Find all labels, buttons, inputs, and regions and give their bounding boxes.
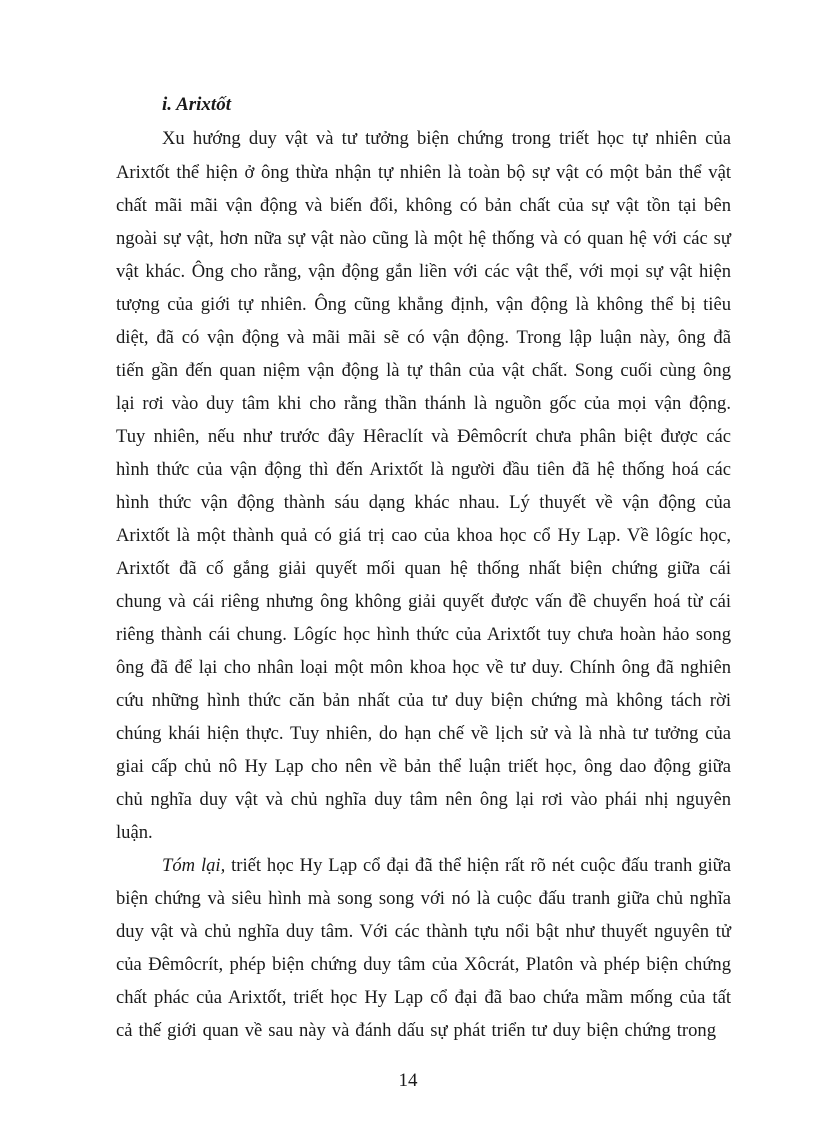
paragraph-line: của Đêmôcrít, phép biện chứng duy tâm của Xôcrát, Platôn và phép biện chứng xyxy=(116,954,731,975)
paragraph-line: hình thức của vận động thì đến Arixtốt là người đầu tiên đã hệ thống hoá các xyxy=(116,459,731,480)
paragraph-line: chúng khái hiện thực. Tuy nhiên, do hạn chế về lịch sử và là nhà tư tưởng của xyxy=(116,723,731,744)
paragraph-line: lại rơi vào duy tâm khi cho rằng thần thánh là nguồn gốc của mọi vận động. xyxy=(116,393,731,414)
paragraph-line: chất mãi mãi vận động và biến đổi, không có bản chất của sự vật tồn tại bên xyxy=(116,195,731,216)
paragraph-line: riêng thành cái chung. Lôgíc học hình thức của Arixtốt tuy chưa hoàn hảo song xyxy=(116,624,731,645)
paragraph-line: biện chứng và siêu hình mà song song với nó là cuộc đấu tranh giữa chủ nghĩa xyxy=(116,888,731,909)
section-heading: i. Arixtốt xyxy=(162,94,231,115)
paragraph-line: diệt, đã có vận động và mãi mãi sẽ có vận động. Trong lập luận này, ông đã xyxy=(116,327,731,348)
paragraph-line: luận. xyxy=(116,822,153,843)
paragraph-line: chủ nghĩa duy vật và chủ nghĩa duy tâm nên ông lại rơi vào phái nhị nguyên xyxy=(116,789,731,810)
paragraph-line: Arixtốt là một thành quả có giá trị cao của khoa học cổ Hy Lạp. Về lôgíc học, xyxy=(116,525,731,546)
paragraph-line: vật khác. Ông cho rằng, vận động gắn liền với các vật thể, với mọi sự vật hiện xyxy=(116,261,731,282)
paragraph-line: Tuy nhiên, nếu như trước đây Hêraclít và Đêmôcrít chưa phân biệt được các xyxy=(116,426,731,447)
page-number: 14 xyxy=(398,1070,418,1091)
paragraph-line xyxy=(162,853,731,879)
paragraph-line: tượng của giới tự nhiên. Ông cũng khẳng định, vận động là không thể bị tiêu xyxy=(116,294,731,315)
paragraph-line: giai cấp chủ nô Hy Lạp cho nên về bản thể luận triết học, ông dao động giữa xyxy=(116,756,731,777)
paragraph-line: Xu hướng duy vật và tư tưởng biện chứng trong triết học tự nhiên của xyxy=(162,128,731,149)
line-text: triết học Hy Lạp cổ đại đã thể hiện rất rõ nét cuộc đấu tranh giữa xyxy=(225,855,731,876)
paragraph-line: chất phác của Arixtốt, triết học Hy Lạp cổ đại đã bao chứa mầm mống của tất xyxy=(116,987,731,1008)
paragraph-line: tiến gần đến quan niệm vận động là tự thân của vật chất. Song cuối cùng ông xyxy=(116,360,731,381)
paragraph-line: chung và cái riêng nhưng ông không giải quyết được vấn đề chuyển hoá từ cái xyxy=(116,591,731,612)
paragraph-line: cả thế giới quan về sau này và đánh dấu sự phát triển tư duy biện chứng trong xyxy=(116,1020,716,1041)
paragraph-line: Arixtốt thể hiện ở ông thừa nhận tự nhiên là toàn bộ sự vật có một bản thể vật xyxy=(116,162,731,183)
paragraph-line: Arixtốt đã cố gắng giải quyết mối quan hệ thống nhất biện chứng giữa cái xyxy=(116,558,731,579)
paragraph-line: duy vật và chủ nghĩa duy tâm. Với các thành tựu nổi bật như thuyết nguyên tử xyxy=(116,921,731,942)
paragraph-line: ông đã để lại cho nhân loại một môn khoa học về tư duy. Chính ông đã nghiên xyxy=(116,657,731,678)
lead-phrase: Tóm lại, xyxy=(162,855,226,876)
paragraph-line: hình thức vận động thành sáu dạng khác nhau. Lý thuyết về vận động của xyxy=(116,492,731,513)
paragraph-line: cứu những hình thức căn bản nhất của tư duy biện chứng mà không tách rời xyxy=(116,690,731,711)
paragraph-line: ngoài sự vật, hơn nữa sự vật nào cũng là một hệ thống và có quan hệ với các sự xyxy=(116,228,731,249)
